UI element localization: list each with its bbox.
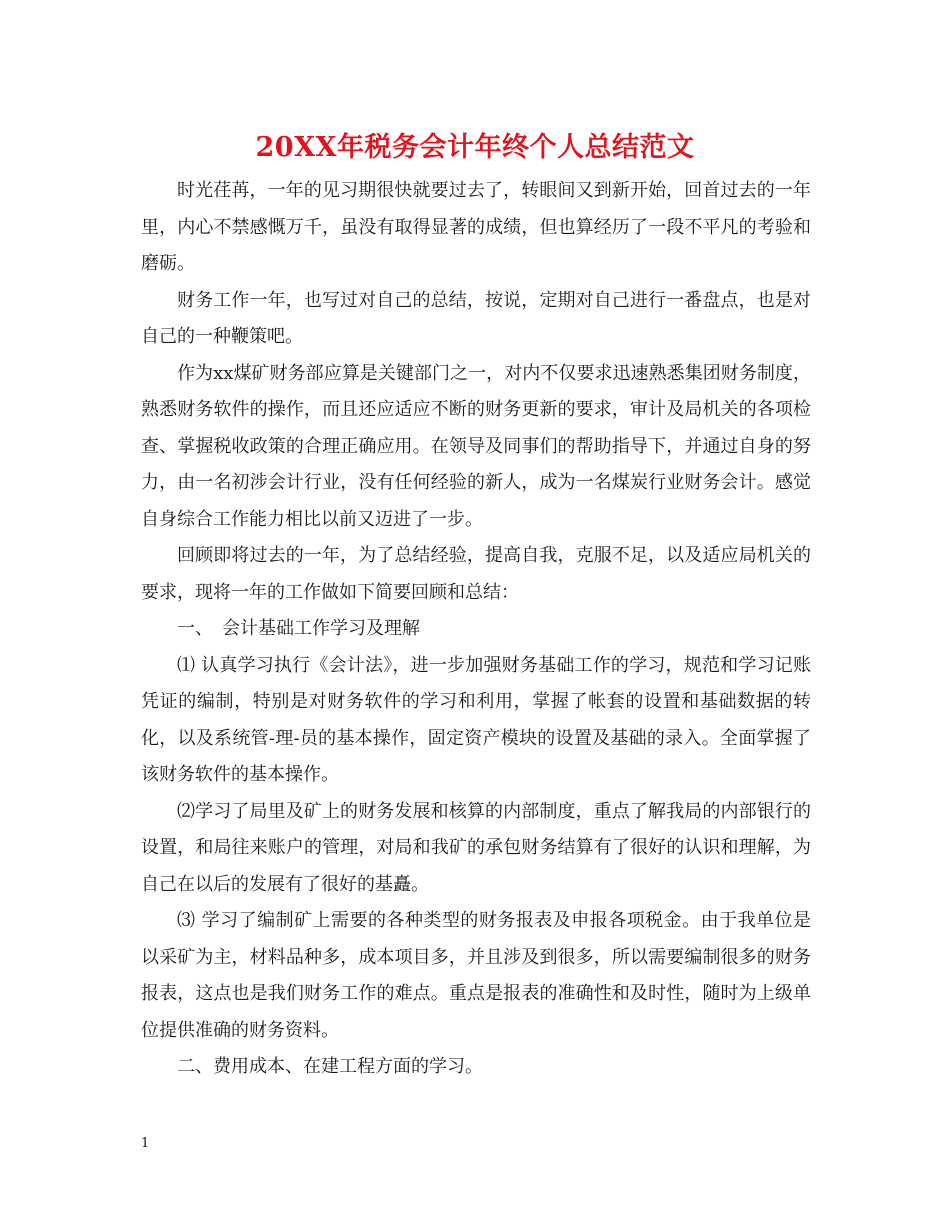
document-body bbox=[141, 173, 811, 1086]
paragraph-intro: 时光荏苒，一年的见习期很快就要过去了，转眼间又到新开始，回首过去的一年里，内心不禁感慨万千，虽没有取得显著的成绩，但也算经历了一段不平凡的考验和磨砺。 bbox=[141, 180, 811, 274]
document-title: 20XX年税务会计年终个人总结范文 bbox=[255, 132, 695, 163]
paragraph-reflection: 财务工作一年，也写过对自己的总结，按说，定期对自己进行一番盘点，也是对自己的一种鞭策吧。 bbox=[141, 289, 811, 347]
paragraph-item-1: ⑴ 认真学习执行《会计法》，进一步加强财务基础工作的学习，规范和学习记账凭证的编制，特别是对财务软件的学习和利用，掌握了帐套的设置和基础数据的转化，以及系统管-理-员的基本操作，固定资产模块的设置及基础的录入。全面掌握了该财务软件的基本操作。 bbox=[141, 654, 811, 785]
paragraph-item-2: ⑵学习了局里及矿上的财务发展和核算的内部制度，重点了解我局的内部银行的设置，和局往来账户的管理，对局和我矿的承包财务结算有了很好的认识和理解，为自己在以后的发展有了很好的基矗。 bbox=[141, 800, 811, 895]
paragraph-review: 回顾即将过去的一年，为了总结经验，提高自我，克服不足，以及适应局机关的要求，现将一年的工作做如下简要回顾和总结： bbox=[141, 545, 811, 603]
section-heading-2: 二、费用成本、在建工程方面的学习。 bbox=[177, 1056, 483, 1077]
section-heading-1: 一、 会计基础工作学习及理解 bbox=[177, 618, 420, 639]
paragraph-department: 作为xx煤矿财务部应算是关键部门之一，对内不仅要求迅速熟悉集团财务制度，熟悉财务软件的操作，而且还应适应不断的财务更新的要求，审计及局机关的各项检查、掌握税收政策的合理正确应用。在领导及同事们的帮助指导下，并通过自身的努力，由一名初涉会计行业，没有任何经验的新人，成为一名煤炭行业财务会计。感觉自身综合工作能力相比以前又迈进了一步。 bbox=[141, 362, 811, 530]
paragraph-item-3: ⑶ 学习了编制矿上需要的各种类型的财务报表及申报各项税金。由于我单位是以采矿为主，材料品种多，成本项目多，并且涉及到很多，所以需要编制很多的财务报表，这点也是我们财务工作的难点。重点是报表的准确性和及时性，随时为上级单位提供准确的财务资料。 bbox=[141, 910, 811, 1041]
page-number: 1 bbox=[141, 1136, 150, 1151]
